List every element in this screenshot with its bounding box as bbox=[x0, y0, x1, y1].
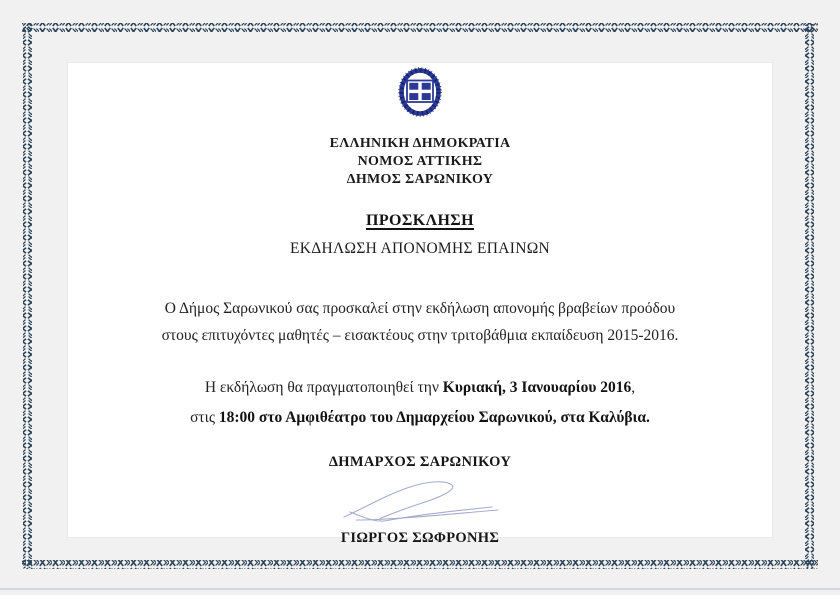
document-title: ΠΡΟΣΚΛΗΣΗ bbox=[366, 212, 474, 229]
bottom-edge-line bbox=[0, 588, 840, 590]
invitation-body-paragraph bbox=[68, 295, 772, 349]
handwritten-signature-image bbox=[68, 475, 772, 527]
header-line-municipality: ΔΗΜΟΣ ΣΑΡΩΝΙΚΟΥ bbox=[346, 172, 494, 187]
event-line-2: στις 18:00 στο Αμφιθέατρο του Δημαρχείου Σαρωνικού, στα Καλύβια. bbox=[190, 409, 650, 426]
event-time-location: 18:00 στο Αμφιθέατρο του Δημαρχείου Σαρωνικού, στα Καλύβια. bbox=[218, 409, 650, 426]
signer-name: ΓΙΩΡΓΟΣ ΣΩΦΡΟΝΗΣ bbox=[340, 530, 500, 546]
event-details-paragraph bbox=[68, 373, 772, 433]
document-subtitle: ΕΚΔΗΛΩΣΗ ΑΠΟΝΟΜΗΣ ΕΠΑΙΝΩΝ bbox=[289, 240, 551, 257]
event-date: Κυριακή, 3 Ιανουαρίου 2016 bbox=[442, 379, 632, 396]
event-line-1: Η εκδήλωση θα πραγματοποιηθεί την Κυριακή, 3 Ιανουαρίου 2016, bbox=[204, 379, 636, 396]
invitation-document bbox=[67, 62, 773, 546]
body-line-1: Ο Δήμος Σαρωνικού σας προσκαλεί στην εκδήλωση απονομής βραβείων προόδου bbox=[164, 300, 676, 317]
government-header bbox=[68, 135, 772, 189]
signer-title: ΔΗΜΑΡΧΟΣ ΣΑΡΩΝΙΚΟΥ bbox=[328, 454, 512, 470]
hellenic-republic-emblem-icon bbox=[68, 67, 772, 122]
header-line-republic: ΕΛΛΗΝΙΚΗ ΔΗΜΟΚΡΑΤΙΑ bbox=[329, 136, 511, 151]
header-line-prefecture: ΝΟΜΟΣ ΑΤΤΙΚΗΣ bbox=[357, 154, 483, 169]
body-line-2: στους επιτυχόντες μαθητές – εισακτέους στην τριτοβάθμια εκπαίδευση 2015-2016. bbox=[161, 327, 679, 344]
